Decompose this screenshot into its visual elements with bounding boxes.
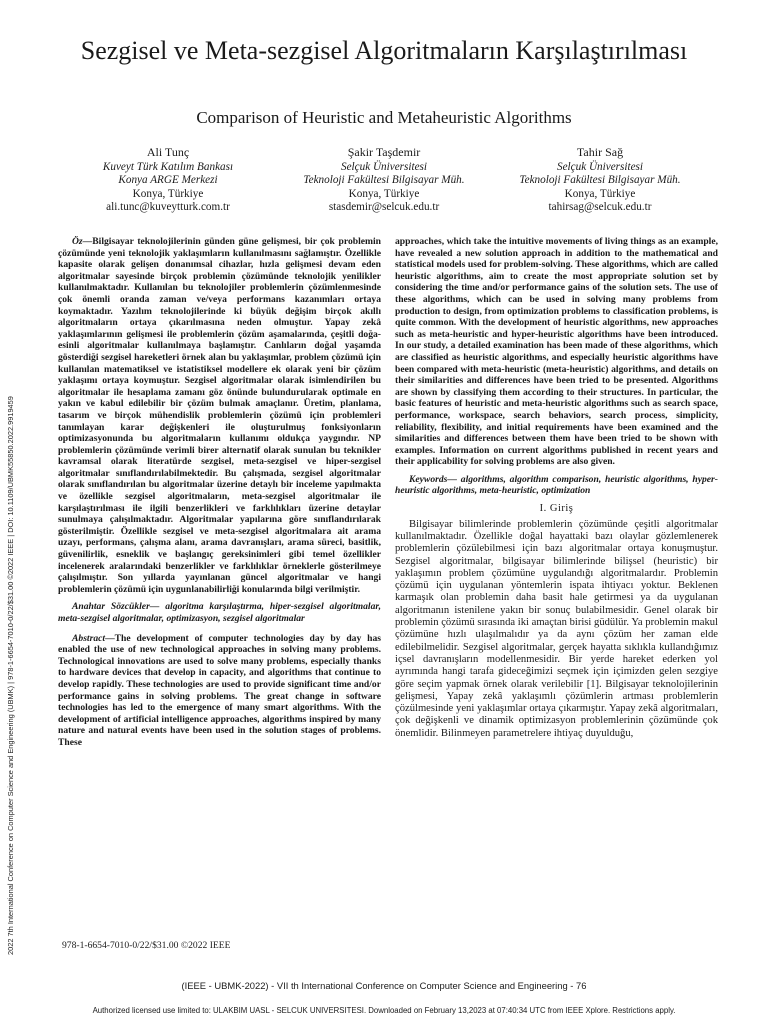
author-city: Konya, Türkiye [348,187,420,200]
abstract-text: —The development of computer technologies day by day has enabled the use of new technological approaches in solving many problems. Technological innovations are used to solve many problems, especially thanks to hardware devices that develop in capacity, and algorithms that continue to develop rapidly. These technologies are used to provide significant time and/or performance gains in solving problems. The great change in software technologies has led to the emergence of many smart algorithms. With the development of artificial intelligence approaches, algorithms inspired by many nature and natural events have been used in the solution stages of problems. These [58,632,381,748]
conference-footer: (IEEE - UBMK-2022) - VII th International Conference on Computer Science and Engineering - 76 [181,980,587,991]
oz-paragraph [58,236,381,595]
license-notice: Authorized licensed use limited to: ULAKBIM UASL - SELCUK UNIVERSITESI. Downloaded on February 13,2023 at 07:40:34 UTC from IEEE Xplore. Restrictions apply. [92,1006,676,1015]
abstract-label: Abstract [72,632,106,644]
author-affiliation: Selçuk Üniversitesi [556,160,644,173]
keywords-text: algorithms, algorithm comparison, heuristic algorithms, hyper-heuristic algorithms, meta-heuristic, optimization [395,473,718,497]
isbn-note: 978-1-6654-7010-0/22/$31.00 ©2022 IEEE [62,940,231,951]
section-body: Bilgisayar bilimlerinde problemlerin çözümünde çeşitli algoritmalar kullanılmaktadır. Özellikle doğal hayattaki bazı olaylar gözlemlenerek problemlerin çözülebilmesi için bazı algoritmalar ortaya konuşmuştur. Sezgisel algoritmalar, bilgisayar bilimlerinde bilişsel (heuristic) bir yaklaşımın problem çözümüne uygulandığı algoritmalardır. Problemin çözümü için uygulanan yöntemlerin ispata ihtiyacı yoktur. Beklenen karmaşık olan problemin daha basit hale getirmesi ya da uygulanan algoritmanın istenilene yakın bir sonuç bulabilmesidir. Genel olarak bir problemin çözümü sırasında iki amaçtan birisi güdülür. Ya problemin makul çözümüne hızlı ulaşılmalıdır ya da aynı çözüm her zaman elde edilebilmelidir. Sezgisel algoritmalar, gerçek hayatta sıklıkla kullandığımız içsel davranışların modellenmesidir. Bir yerde hareket ederken yol ayrımında hangi tarafa gideceğimizi seçmek için içimizden gelen sezgiye göre seçim yapmak örnek olarak verilebilir [1]. Bilgisayar teknolojilerinin gelişmesi, Yapay zekâ yaklaşımlı çözümlerin artması problemlerin çözülmesinde yeni yaklaşımlar ortaya çıkarmıştır. Yapay zekâ algoritmaları, çok değişkenli ve dinamik optimizasyon problemlerinin çözümünde çok önemlidir. Bilinmeyen parametrelere ihtiyaç duyulduğu, [395,518,718,739]
author-department: Konya ARGE Merkezi [118,174,218,187]
author-email: tahirsag@selcuk.edu.tr [548,201,652,214]
author-2 [264,146,504,215]
anahtar-paragraph [58,601,381,624]
abstract-paragraph [58,633,381,749]
oz-text: —Bilgisayar teknolojilerinin günden güne gelişmesi, bir çok problemin çözümünde yeni teknolojik yaklaşımların kullanılmasını sağlamıştır. Özellikle kapasite olarak gelişen donanımsal cihazlar, hızla gelişmesi devam eden algoritmalar sayesinde birçok problemin çözümünde teknolojik yenilikler kullanılmaktadır. Kullanılan bu teknolojiler problemlerin çözümlenmesinde çok önemli oranda zaman ve/veya performans kazanımları ortaya koymaktadır. Yazılım teknolojilerinde ki büyük değişim birçok akıllı algoritmaların ortaya çıkarılmasına neden olmuştur. Yapay zekâ yaklaşımlarının gelişmesi ile problemlerin çözüm aşamalarında, çeşitli doğa-esinli algoritmalar kullanılmaya başlamıştır. Canlıların doğal yaşamda gösterdiği sezgisel hareketleri örnek alan bu yaklaşımlar, problem çözümü için kullanılan matematiksel ve istatistiksel modellere ek olarak yeni bir çözüm yaklaşımı ortaya koymuştur. Sezgisel algoritmalar olarak isimlendirilen bu algoritmalar ile hesaplama zamanı göz önünde bulundurularak optimale en yakın ve kabul edilebilir bir çözüm bulmak amaçlanır. Üretim, planlama, tasarım ve birçok mühendislik problemlerin çözümü için problemleri tanımlayan karar değişkenleri ile oluşturulmuş fonksiyonların optimizasyonunda bu algoritmaların kullanımı oldukça yaygındır. NP problemlerin çözümünde verimli birer alternatif olarak sunulan bu teknikler kavramsal olarak literatürde sezgisel, meta-sezgisel ve hiper-sezgisel algoritmalar sınıflandırılabilmektedir. Bu çalışmada, sezgisel algoritmalar olarak sınıflandırılan bu algoritmalar üzerine detaylı bir inceleme yapılmakta ve özellikle sezgisel algoritmaların, meta-sezgisel algoritmalar ile karşılaştırılması ile ilgili benzerlikleri ve farklılıkları üzerine detaylar sunulmaya çalışılmaktadır. Algoritmalar yapılarına göre sınıflandırılarak gösterilmiştir. Özellikle sezgisel ve meta-sezgisel algoritmalara ait arama uzayı, performans, çalışma alanı, arama davranışları, arama süreci, basitlik, güvenilirlik, esneklik ve başlangıç gereksinimleri gibi temel özellikler incelenerek aralarındaki benzerlikler ve farklılıklar örneklerle gösterilmeye çalışılmıştır. Son yıllarda yayınlanan güncel algoritmalar ve hangi problemlerin çözümü için uygunlanabilirliği konularında bilgi verilmiştir. [58,236,381,595]
author-email: ali.tunc@kuveytturk.com.tr [106,201,230,214]
author-1 [48,146,288,215]
anahtar-text: algoritma karşılaştırma, hiper-sezgisel algoritmalar, meta-sezgisel algoritmalar, optimizasyon, sezgisel algoritmalar [58,601,381,624]
right-column [395,236,718,740]
side-doi-text: 2022 7th International Conference on Computer Science and Engineering (UBMK) | 978-1-6654-7010-0/22/$31.00 ©2022 IEEE | DOI: 10.1109/UBMK55850.2022.9919459 [6,396,15,955]
author-city: Konya, Türkiye [132,187,204,200]
paper-subtitle: Comparison of Heuristic and Metaheuristic Algorithms [196,108,572,127]
abstract-continued: approaches, which take the intuitive movements of living things as an example, have revealed a new solution approach in addition to the mathematical and statistical models used for problem-solving. These algorithms, which are called heuristic algorithms, aim to create the most appropriate solution set by considering the time and/or performance gains of the solution sets. The use of these algorithms, which can be used in solving many problems from production to design, from optimization problems to classification problems, is quite common. With the development of heuristic algorithms, new approaches such as meta-heuristic and hyper-heuristic algorithms have been introduced. In our study, a detailed examination has been made of these algorithms, which are classified as heuristic algorithms, and especially heuristic algorithms have been compared with meta-heuristic (meta-heuristic) algorithms, and details on their similarities and differences have been tried to be presented. Algorithms are shown by classifying them according to their structures. In particular, the basic features of heuristic and meta-heuristic algorithms such as search space, performance, workspace, search behaviors, search process, simplicity, reliability, flexibility, and initial requirements have been examined and the similarities and differences between them have been tried to be shown with examples. Information on current algorithms published in recent years and their applicability for solving problems are also given. [395,236,718,468]
keywords-label: Keywords— [409,473,457,485]
author-department: Teknoloji Fakültesi Bilgisayar Müh. [519,174,681,187]
author-affiliation: Kuveyt Türk Katılım Bankası [102,160,234,173]
author-name: Ali Tunç [146,145,190,159]
author-affiliation: Selçuk Üniversitesi [340,160,428,173]
anahtar-label: Anahtar Sözcükler— [72,601,160,613]
left-column [58,236,381,749]
author-name: Tahir Sağ [576,145,624,159]
paper-title: Sezgisel ve Meta-sezgisel Algoritmaların Karşılaştırılması [80,36,688,65]
author-email: stasdemir@selcuk.edu.tr [328,201,440,214]
author-3 [480,146,720,215]
section-heading: I. Giriş [539,503,574,515]
oz-label: Öz [72,236,83,247]
keywords-paragraph [395,474,718,497]
author-department: Teknoloji Fakültesi Bilgisayar Müh. [303,174,465,187]
author-name: Şakir Taşdemir [347,145,421,159]
author-city: Konya, Türkiye [564,187,636,200]
